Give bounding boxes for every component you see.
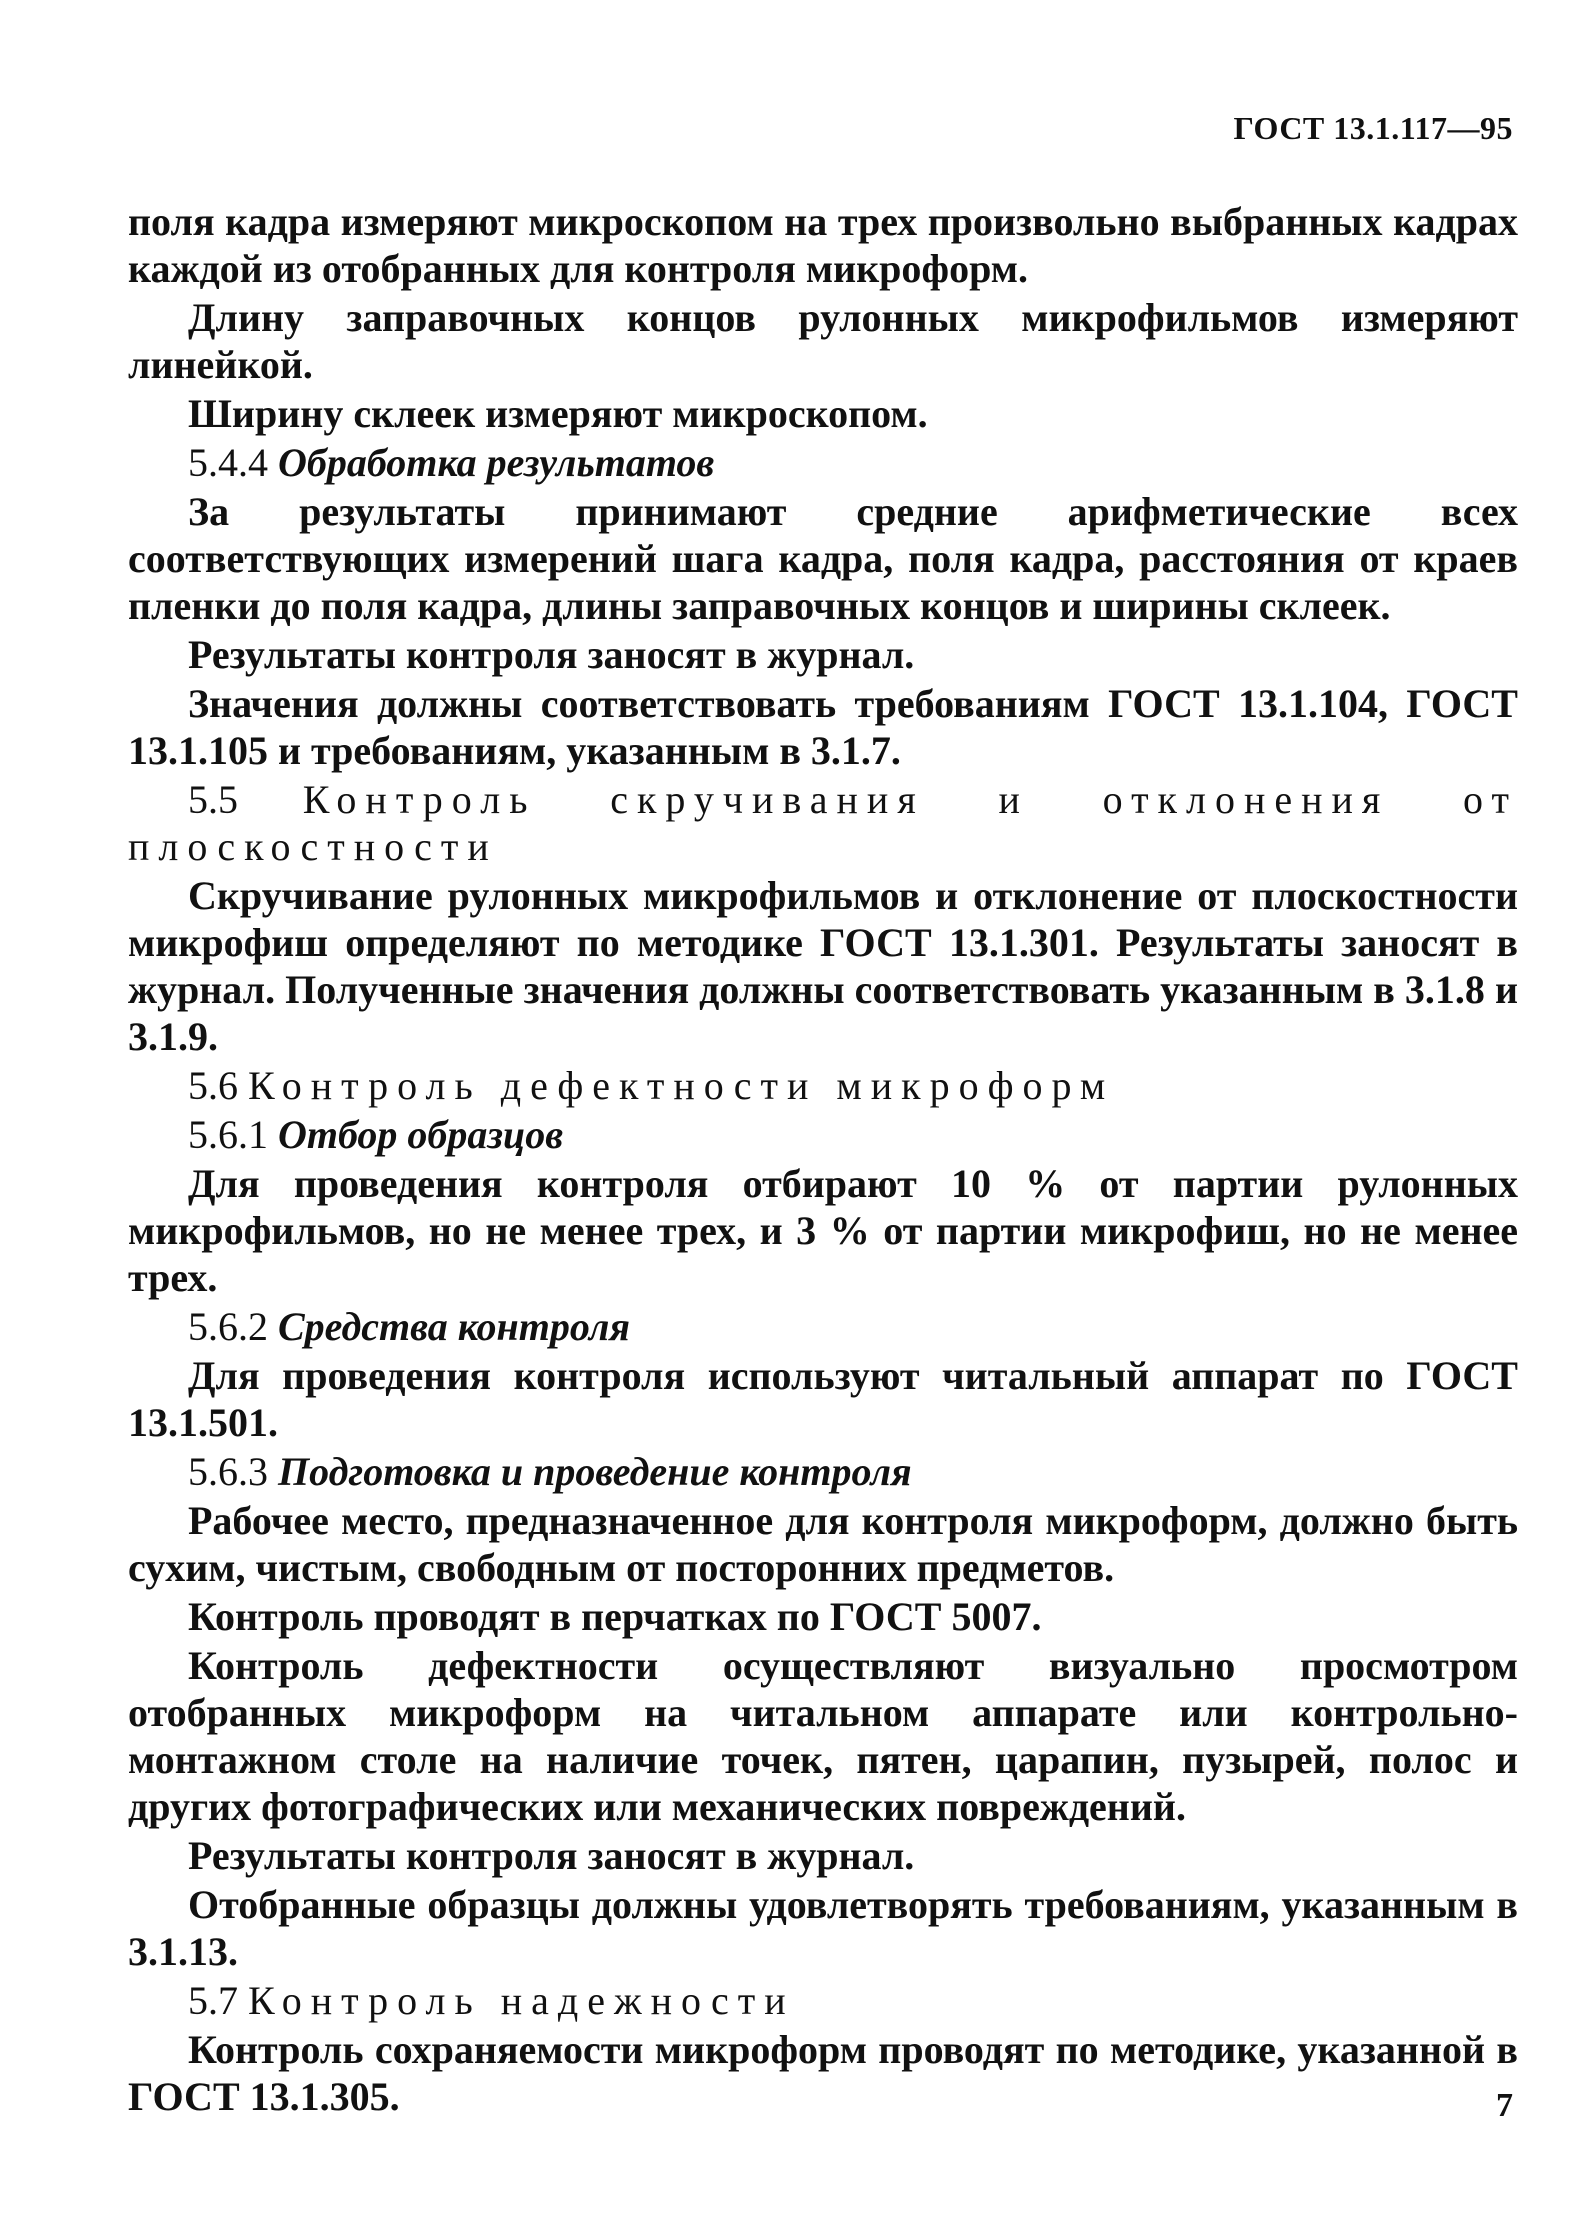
section-heading-5-6 (128, 1062, 1518, 1109)
document-body (128, 198, 1518, 2122)
section-heading-5-5 (128, 776, 1518, 870)
paragraph: Отобранные образцы должны удовлетворять требованиям, указанным в 3.1.13. (128, 1882, 1518, 1974)
page-number: 7 (1496, 2087, 1513, 2124)
paragraph: Контроль сохраняемости микроформ проводят по методике, указанной в ГОСТ 13.1.305. (128, 2027, 1518, 2119)
section-title: Контроль скручивания и отклонения от плоскостности (128, 777, 1518, 869)
section-number: 5.7 (188, 1978, 238, 2023)
section-title: Подготовка и проведение контроля (278, 1449, 912, 1494)
section-heading-5-4-4 (128, 439, 1518, 486)
section-number: 5.6.2 (188, 1304, 268, 1349)
paragraph: Для проведения контроля используют читальный аппарат по ГОСТ 13.1.501. (128, 1353, 1518, 1445)
section-number: 5.6 (188, 1063, 238, 1108)
section-number: 5.6.1 (188, 1112, 268, 1157)
paragraph: Контроль дефектности осуществляют визуально просмотром отобранных микроформ на читальном аппарате или контрольно-монтажном столе на наличие точек, пятен, царапин, пузырей, полос и других фотографических или механических повреждений. (128, 1643, 1518, 1829)
paragraph: Скручивание рулонных микрофильмов и отклонение от плоскостности микрофиш определяют по методике ГОСТ 13.1.301. Результаты заносят в журнал. Полученные значения должны соответствовать указанным в 3.1.8 и 3.1.9. (128, 873, 1518, 1059)
section-number: 5.6.3 (188, 1449, 268, 1494)
section-number: 5.4.4 (188, 440, 268, 485)
paragraph: Результаты контроля заносят в журнал. (188, 632, 915, 677)
paragraph: Рабочее место, предназначенное для контроля микроформ, должно быть сухим, чистым, свободным от посторонних предметов. (128, 1498, 1518, 1590)
page-header: ГОСТ 13.1.117—95 (1233, 110, 1513, 146)
section-title: Контроль надежности (248, 1978, 795, 2023)
section-title: Средства контроля (278, 1304, 630, 1349)
section-heading-5-6-3 (128, 1448, 1518, 1495)
paragraph: Результаты контроля заносят в журнал. (188, 1833, 915, 1878)
paragraph: Для проведения контроля отбирают 10 % от партии рулонных микрофильмов, но не менее трех, и 3 % от партии микрофиш, но не менее трех. (128, 1161, 1518, 1300)
paragraph: За результаты принимают средние арифметические всех соответствующих измерений шага кадра, поля кадра, расстояния от краев пленки до поля кадра, длины заправочных концов и ширины склеек. (128, 489, 1518, 628)
section-number: 5.5 (188, 777, 238, 822)
paragraph: Ширину склеек измеряют микроскопом. (188, 391, 928, 436)
paragraph: поля кадра измеряют микроскопом на трех произвольно выбранных кадрах каждой из отобранных для контроля микроформ. (128, 199, 1518, 291)
paragraph: Контроль проводят в перчатках по ГОСТ 5007. (188, 1594, 1042, 1639)
section-title: Обработка результатов (278, 440, 715, 485)
section-heading-5-6-1 (128, 1111, 1518, 1158)
paragraph: Значения должны соответствовать требованиям ГОСТ 13.1.104, ГОСТ 13.1.105 и требованиям, указанным в 3.1.7. (128, 681, 1518, 773)
section-heading-5-7 (128, 1977, 1518, 2024)
section-heading-5-6-2 (128, 1303, 1518, 1350)
paragraph: Длину заправочных концов рулонных микрофильмов измеряют линейкой. (128, 295, 1518, 387)
section-title: Отбор образцов (278, 1112, 564, 1157)
section-title: Контроль дефектности микроформ (248, 1063, 1115, 1108)
